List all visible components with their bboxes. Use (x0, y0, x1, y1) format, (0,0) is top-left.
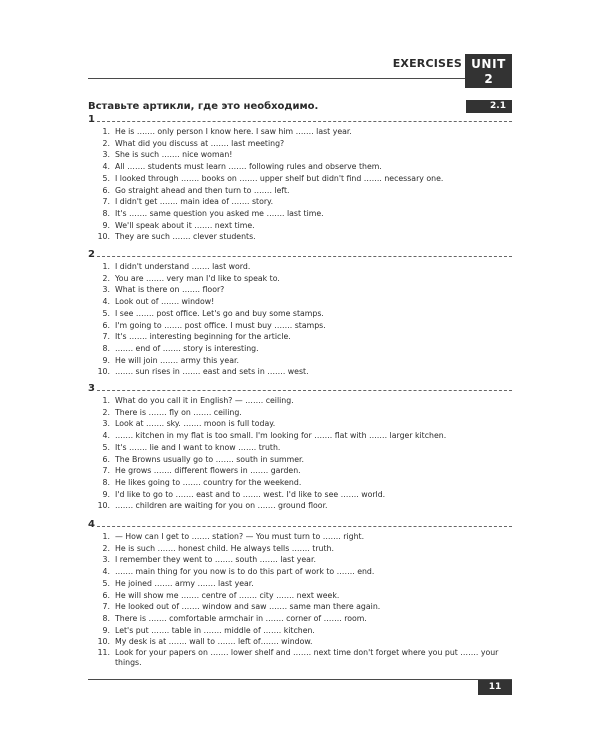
item-text: He looked out of ……. window and saw ……. same man there again. (115, 602, 381, 612)
exercise-item (88, 625, 512, 637)
item-number: 8. (102, 343, 110, 353)
item-number: 11. (97, 648, 110, 658)
section-divider (97, 390, 512, 391)
item-number: 3. (102, 555, 110, 565)
item-text: I'd like to go to ……. east and to ……. west. I'd like to see ……. world. (115, 489, 386, 499)
exercise-item (88, 500, 512, 512)
item-number: 2. (102, 273, 110, 283)
exercise-item (88, 220, 512, 232)
exercise-item (88, 296, 512, 308)
exercise-item (88, 196, 512, 208)
item-number: 1. (102, 262, 110, 271)
item-text: I remember they went to ……. south ……. last year. (115, 555, 316, 565)
item-text: There is ……. fly on ……. ceiling. (115, 407, 242, 417)
item-text: ……. children are waiting for you on ……. ground floor. (115, 501, 328, 511)
header-rule (88, 78, 512, 79)
item-text: Let's put ……. table in ……. middle of ……. kitchen. (115, 625, 315, 635)
item-text: He will join ……. army this year. (115, 355, 239, 365)
exercise-item (88, 613, 512, 625)
item-number: 4. (102, 297, 110, 307)
exercise-code: 2.1 (490, 101, 506, 111)
exercise-item (88, 489, 512, 501)
exercise-item (88, 208, 512, 220)
section-header (88, 520, 512, 531)
exercise-item (88, 395, 512, 407)
item-number: 8. (102, 208, 110, 218)
item-number: 2. (102, 543, 110, 553)
exercise-item (88, 454, 512, 466)
item-number: 9. (102, 355, 110, 365)
item-number: 1. (102, 532, 110, 541)
exercise-item (88, 465, 512, 477)
item-number: 10. (97, 637, 110, 647)
item-text: Go straight ahead and then turn to ……. left. (115, 185, 290, 195)
exercise-item (88, 590, 512, 602)
item-number: 7. (102, 466, 110, 476)
exercise-item (88, 126, 512, 138)
exercise-item (88, 636, 512, 648)
item-text: He likes going to ……. country for the weekend. (115, 477, 302, 487)
item-number: 5. (102, 442, 110, 452)
item-number: 5. (102, 578, 110, 588)
exercise-item (88, 284, 512, 296)
section-divider (97, 121, 512, 122)
item-text: ……. kitchen in my flat is too small. I'm looking for ……. flat with ……. larger kitchen. (115, 431, 447, 441)
exercise-item (88, 320, 512, 332)
item-text: All ……. students must learn ……. following rules and observe them. (115, 162, 382, 172)
exercise-item (88, 161, 512, 173)
item-text: My desk is at ……. wall to ……. left of……. window. (115, 637, 313, 647)
item-text: I looked through ……. books on ……. upper shelf but didn't find ……. necessary one. (115, 173, 444, 183)
item-number: 7. (102, 332, 110, 342)
item-number: 1. (102, 127, 110, 136)
page-number: 11 (478, 680, 512, 695)
item-text: Look for your papers on ……. lower shelf and ……. next time don't forget where you put ……. your things. (115, 648, 499, 667)
item-text: I didn't understand ……. last word. (115, 262, 251, 271)
item-text: ……. main thing for you now is to do this part of work to ……. end. (115, 567, 375, 577)
exercise-item (88, 477, 512, 489)
item-number: 7. (102, 602, 110, 612)
section-header (88, 250, 512, 261)
item-number: 10. (97, 367, 110, 377)
exercise-item (88, 331, 512, 343)
exercises-label: EXERCISES (392, 57, 462, 70)
exercise-instruction: Вставьте артикли, где это необходимо. (88, 101, 319, 112)
item-number: 10. (97, 232, 110, 242)
item-number: 4. (102, 162, 110, 172)
item-text: He grows ……. different flowers in ……. garden. (115, 466, 301, 476)
section-number: 1 (88, 114, 95, 125)
item-text: The Browns usually go to ……. south in summer. (115, 454, 304, 464)
exercise-item (88, 430, 512, 442)
item-text: — How can I get to ……. station? — You must turn to ……. right. (115, 532, 365, 541)
item-number: 7. (102, 197, 110, 207)
item-text: What is there on ……. floor? (115, 285, 225, 295)
item-number: 4. (102, 431, 110, 441)
item-text: He will show me ……. centre of ……. city ……. next week. (115, 590, 340, 600)
exercise-item (88, 355, 512, 367)
item-number: 8. (102, 477, 110, 487)
item-number: 5. (102, 173, 110, 183)
exercise-item (88, 138, 512, 150)
item-text: We'll speak about it ……. next time. (115, 220, 255, 230)
item-number: 4. (102, 567, 110, 577)
section-number: 4 (88, 519, 95, 530)
item-number: 2. (102, 407, 110, 417)
exercise-item (88, 343, 512, 355)
exercise-section (88, 384, 512, 512)
item-text: You are ……. very man I'd like to speak to. (115, 273, 280, 283)
item-text: There is ……. comfortable armchair in ……. corner of ……. room. (115, 613, 367, 623)
section-divider (97, 256, 512, 257)
exercise-item (88, 578, 512, 590)
section-number: 2 (88, 249, 95, 260)
item-number: 3. (102, 150, 110, 160)
item-text: Look out of ……. window! (115, 297, 215, 307)
item-text: I'm going to ……. post office. I must buy ……. stamps. (115, 320, 326, 330)
exercise-section (88, 520, 512, 667)
item-number: 5. (102, 308, 110, 318)
item-text: It's ……. interesting beginning for the article. (115, 332, 291, 342)
exercise-code-badge (466, 100, 512, 113)
section-header (88, 384, 512, 395)
item-text: ……. end of ……. story is interesting. (115, 343, 259, 353)
footer-rule (88, 679, 512, 680)
item-number: 3. (102, 285, 110, 295)
exercise-item (88, 261, 512, 273)
exercise-item (88, 554, 512, 566)
item-text: I didn't get ……. main idea of ……. story. (115, 197, 274, 207)
unit-number: 2 (484, 72, 493, 86)
item-number: 2. (102, 138, 110, 148)
item-number: 9. (102, 625, 110, 635)
item-number: 8. (102, 613, 110, 623)
item-text: ……. sun rises in ……. east and sets in ……. west. (115, 367, 309, 377)
exercise-item (88, 407, 512, 419)
item-number: 10. (97, 501, 110, 511)
exercise-item (88, 185, 512, 197)
exercise-item (88, 173, 512, 185)
item-text: What did you discuss at ……. last meeting? (115, 138, 285, 148)
exercise-item (88, 231, 512, 243)
item-text: He joined ……. army ……. last year. (115, 578, 254, 588)
item-text: Look at ……. sky. ……. moon is full today. (115, 419, 276, 429)
section-header (88, 115, 512, 126)
section-number: 3 (88, 383, 95, 394)
exercise-item (88, 442, 512, 454)
item-text: He is ……. only person I know here. I saw him ……. last year. (115, 127, 352, 136)
item-text: He is such ……. honest child. He always tells ……. truth. (115, 543, 334, 553)
item-number: 6. (102, 185, 110, 195)
item-number: 1. (102, 396, 110, 405)
exercise-section (88, 115, 512, 243)
item-text: I see ……. post office. Let's go and buy some stamps. (115, 308, 324, 318)
exercise-item (88, 149, 512, 161)
exercise-item (88, 566, 512, 578)
unit-badge (465, 54, 512, 88)
item-text: What do you call it in English? — ……. ceiling. (115, 396, 294, 405)
exercise-item (88, 531, 512, 543)
item-number: 6. (102, 454, 110, 464)
item-text: They are such ……. clever students. (115, 232, 256, 242)
exercise-item (88, 648, 512, 667)
exercise-item (88, 543, 512, 555)
unit-label: UNIT (471, 57, 506, 71)
item-number: 9. (102, 489, 110, 499)
section-divider (97, 526, 512, 527)
exercise-section (88, 250, 512, 378)
item-number: 3. (102, 419, 110, 429)
exercise-item (88, 308, 512, 320)
item-text: She is such ……. nice woman! (115, 150, 233, 160)
item-number: 6. (102, 320, 110, 330)
item-text: It's ……. same question you asked me ……. last time. (115, 208, 324, 218)
exercise-item (88, 418, 512, 430)
item-number: 9. (102, 220, 110, 230)
exercise-item (88, 273, 512, 285)
exercise-item (88, 366, 512, 378)
item-text: It's ……. lie and I want to know ……. truth. (115, 442, 281, 452)
item-number: 6. (102, 590, 110, 600)
exercise-item (88, 601, 512, 613)
